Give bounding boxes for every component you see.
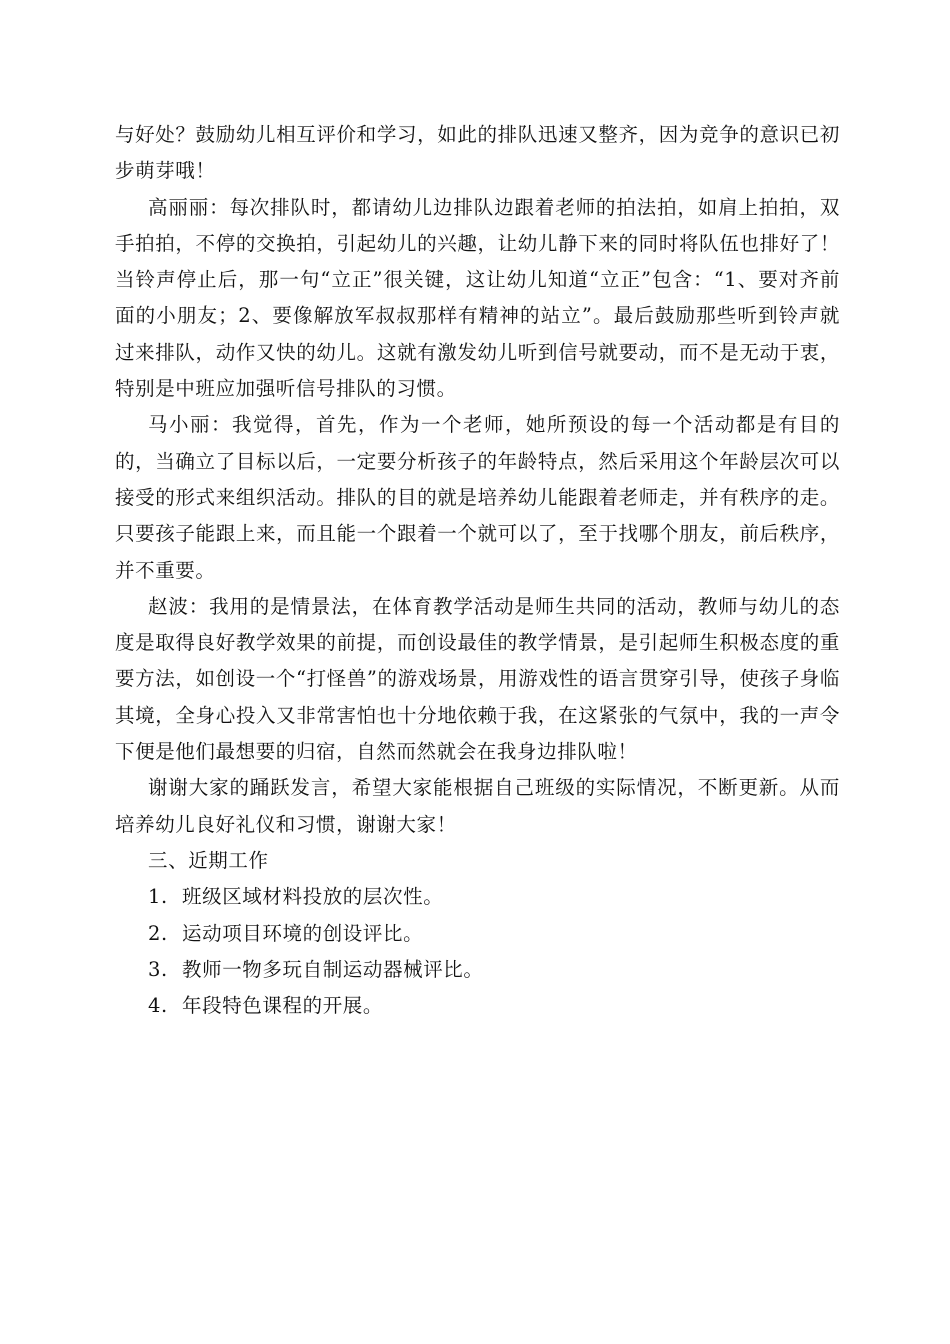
paragraph-ma-xiaoli: 马小丽：我觉得，首先，作为一个老师，她所预设的每一个活动都是有目的的，当确立了目标以后，一定要分析孩子的年龄特点，然后采用这个年龄层次可以接受的形式来组织活动。排队的目的就是培养幼儿能跟着老师走，并有秩序的走。只要孩子能跟上来，而且能一个跟着一个就可以了，至于找哪个朋友，前后秩序，并不重要。 — [115, 413, 840, 582]
paragraph-closing-thanks: 谢谢大家的踊跃发言，希望大家能根据自己班级的实际情况，不断更新。从而培养幼儿良好礼仪和习惯，谢谢大家！ — [115, 776, 840, 836]
work-item-text: 教师一物多玩自制运动器械评比。 — [182, 957, 484, 981]
work-item-text: 年段特色课程的开展。 — [182, 994, 384, 1018]
paragraph-gao-lili: 高丽丽：每次排队时，都请幼儿边排队边跟着老师的拍法拍，如肩上拍拍，双手拍拍，不停的交换拍，引起幼儿的兴趣，让幼儿静下来的同时将队伍也排好了！当铃声停止后，那一句“立正”很关键，这让幼儿知道“立正”包含：“1、要对齐前面的小朋友；2、要像解放军叔叔那样有精神的站立”。最后鼓励那些听到铃声就过来排队，动作又快的幼儿。这就有激发幼儿听到信号就要动，而不是无动于衷，特别是中班应加强听信号排队的习惯。 — [115, 195, 840, 401]
work-item-text: 运动项目环境的创设评比。 — [182, 921, 424, 945]
work-item-number: 1. — [148, 885, 168, 909]
work-item-number: 3. — [148, 957, 168, 981]
paragraph-zhao-bo: 赵波：我用的是情景法，在体育教学活动是师生共同的活动，教师与幼儿的态度是取得良好教学效果的前提，而创设最佳的教学情景，是引起师生积极态度的重要方法，如创设一个“打怪兽”的游戏场景，用游戏性的语言贯穿引导，使孩子身临其境，全身心投入又非常害怕也十分地依赖于我，在这紧张的气氛中，我的一声令下便是他们最想要的归宿，自然而然就会在我身边排队啦！ — [115, 594, 840, 764]
work-item — [115, 879, 840, 915]
work-item-number: 2. — [148, 921, 168, 945]
work-item-text: 班级区域材料投放的层次性。 — [182, 885, 444, 909]
document-body — [115, 117, 840, 1024]
work-item — [115, 988, 840, 1024]
work-item — [115, 952, 840, 988]
section-heading-recent-work: 三、近期工作 — [148, 848, 269, 872]
paragraph-intro-continuation: 与好处？鼓励幼儿相互评价和学习，如此的排队迅速又整齐，因为竞争的意识已初步萌芽哦！ — [115, 123, 840, 183]
work-item-number: 4. — [148, 994, 168, 1018]
work-item — [115, 916, 840, 952]
